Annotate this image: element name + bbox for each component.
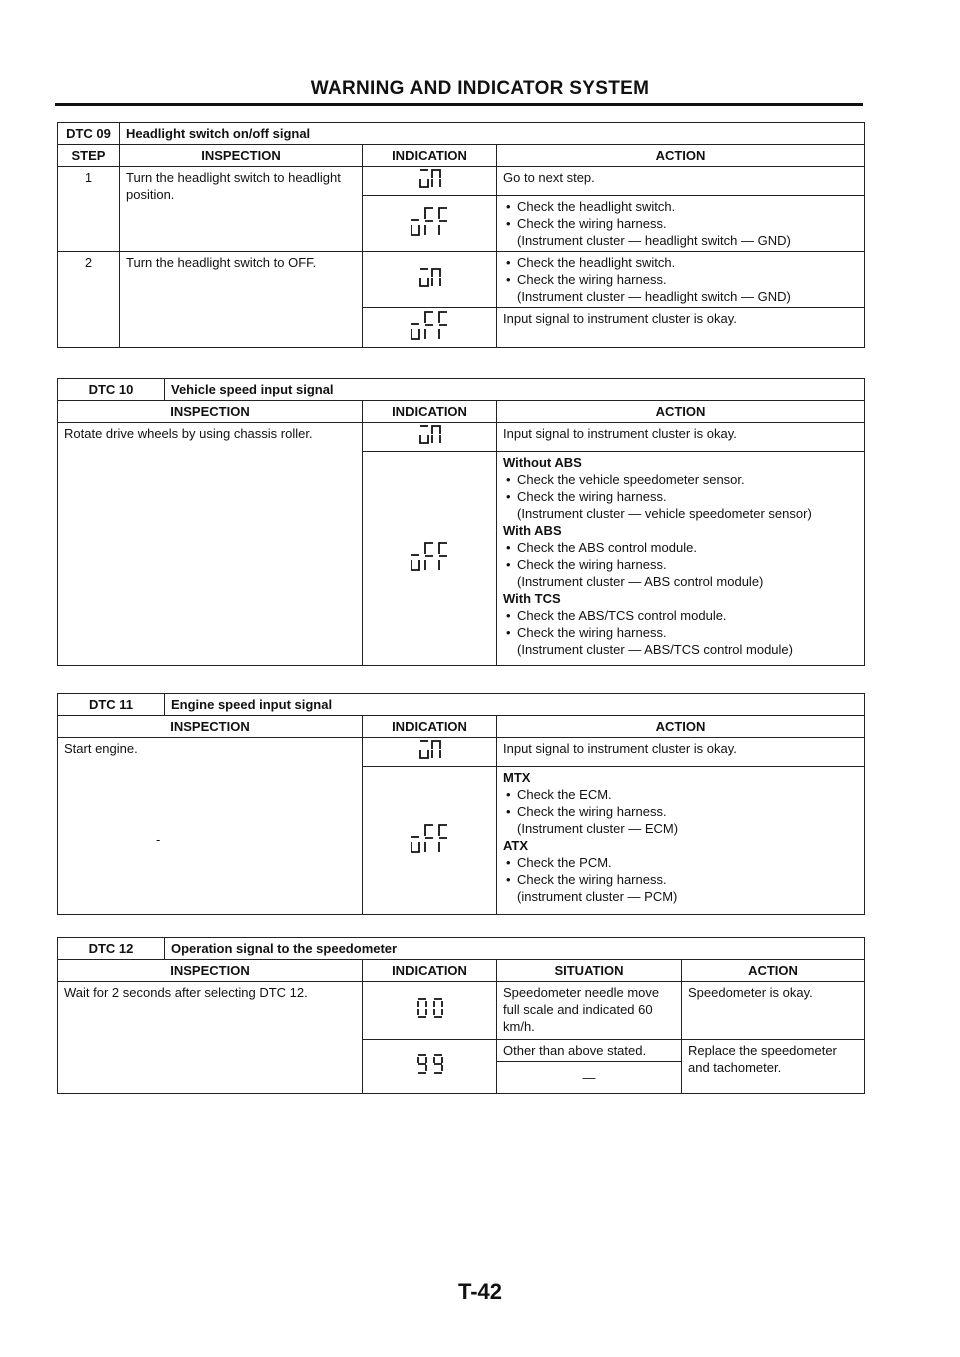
action-list (503, 310, 858, 327)
action-list (503, 740, 858, 757)
action-line: (Instrument cluster — ABS/TCS control module) (517, 642, 793, 657)
dtc10-title: Vehicle speed input signal (165, 379, 865, 401)
dtc11-header-indication: INDICATION (363, 716, 497, 738)
seven-segment-display-on-icon (418, 268, 442, 288)
action-line: • Check the wiring harness. (503, 624, 858, 641)
dtc09-step-2-action-off (497, 308, 865, 348)
action-line: • Check the wiring harness. (503, 556, 858, 573)
seven-segment-display-off-icon (411, 542, 449, 572)
dtc10-header-indication: INDICATION (363, 401, 497, 423)
dtc09-step-2: 2 (58, 252, 120, 348)
seven-segment-display-on-icon (418, 169, 442, 189)
action-line: • Check the wiring harness. (503, 488, 858, 505)
action-line: • Check the headlight switch. (503, 198, 858, 215)
dtc09-header-step: STEP (58, 145, 120, 167)
page-number: T-42 (457, 1279, 503, 1304)
display-off (363, 452, 497, 666)
display-on (363, 738, 497, 767)
dtc09-header-action: ACTION (497, 145, 865, 167)
action-line: ATX (503, 838, 529, 853)
action-line: • Check the vehicle speedometer sensor. (503, 471, 858, 488)
action-list (503, 254, 858, 305)
dtc12-action-1: Speedometer is okay. (682, 982, 865, 1040)
dtc12-action-2: Replace the speedometer and tachometer. (682, 1040, 865, 1094)
display-off (363, 196, 497, 252)
dtc09-step-2-inspection: Turn the headlight switch to OFF. (120, 252, 363, 348)
action-line: • Check the PCM. (503, 854, 858, 871)
dtc09-table (57, 122, 865, 348)
action-line: With ABS (503, 523, 562, 538)
action-line: Input signal to instrument cluster is okay. (503, 741, 737, 756)
dtc11-dash: - (156, 832, 161, 847)
dtc09-header-indication: INDICATION (363, 145, 497, 167)
seven-segment-display-off-icon (411, 824, 449, 854)
dtc11-action-on (497, 738, 865, 767)
dtc09-step-1: 1 (58, 167, 120, 252)
action-line: • Check the wiring harness. (503, 803, 858, 820)
action-line: • Check the wiring harness. (503, 871, 858, 888)
dtc11-header-action: ACTION (497, 716, 865, 738)
action-list (503, 198, 858, 249)
action-line: • Check the wiring harness. (503, 271, 858, 288)
action-line: • Check the headlight switch. (503, 254, 858, 271)
action-line: Go to next step. (503, 170, 595, 185)
dtc12-header-indication: INDICATION (363, 960, 497, 982)
dtc12-situation-1: Speedometer needle move full scale and indicated 60 km/h. (497, 982, 682, 1040)
display-off (363, 767, 497, 915)
dtc10-table (57, 378, 865, 666)
action-line: With TCS (503, 591, 561, 606)
page-title: WARNING AND INDICATOR SYSTEM (310, 78, 650, 99)
action-line: (Instrument cluster — ECM) (517, 821, 679, 836)
title-rule (55, 103, 863, 106)
display-on (363, 423, 497, 452)
dtc10-action-off (497, 452, 865, 666)
action-line: Input signal to instrument cluster is okay. (503, 426, 737, 441)
action-line: (Instrument cluster — headlight switch — GND) (517, 289, 791, 304)
dtc10-header-inspection: INSPECTION (58, 401, 363, 423)
seven-segment-00-icon (416, 998, 444, 1019)
seven-segment-display-on-icon (418, 425, 442, 445)
dtc12-situation-2: Other than above stated. (497, 1040, 682, 1062)
dtc12-code: DTC 12 (58, 938, 165, 960)
action-line: Without ABS (503, 455, 582, 470)
dtc12-situation-3: — (497, 1062, 682, 1094)
action-line: • Check the wiring harness. (503, 215, 858, 232)
dtc12-header-inspection: INSPECTION (58, 960, 363, 982)
dtc11-inspection-text: Start engine. (64, 741, 138, 756)
action-line: • Check the ABS control module. (503, 539, 858, 556)
action-line: (instrument cluster — PCM) (517, 889, 678, 904)
display-on (363, 167, 497, 196)
action-line: • Check the ECM. (503, 786, 858, 803)
action-line: MTX (503, 770, 531, 785)
dtc11-header-inspection: INSPECTION (58, 716, 363, 738)
dtc09-header-inspection: INSPECTION (120, 145, 363, 167)
dtc12-header-situation: SITUATION (497, 960, 682, 982)
action-line: (Instrument cluster — vehicle speedometer sensor) (517, 506, 812, 521)
dtc10-action-on (497, 423, 865, 452)
dtc09-step-1-action-on (497, 167, 865, 196)
dtc12-title: Operation signal to the speedometer (165, 938, 865, 960)
display-99 (363, 1040, 497, 1094)
dtc12-header-action: ACTION (682, 960, 865, 982)
action-list (503, 769, 858, 905)
dtc09-code: DTC 09 (58, 123, 120, 145)
dtc11-inspection (58, 738, 363, 915)
seven-segment-display-on-icon (418, 740, 442, 760)
display-00 (363, 982, 497, 1040)
seven-segment-display-off-icon (411, 311, 449, 341)
dtc10-inspection: Rotate drive wheels by using chassis roller. (58, 423, 363, 666)
dtc11-action-off (497, 767, 865, 915)
dtc09-step-2-action-on (497, 252, 865, 308)
action-line: (Instrument cluster — ABS control module) (517, 574, 764, 589)
dtc10-header-action: ACTION (497, 401, 865, 423)
action-line: (Instrument cluster — headlight switch — GND) (517, 233, 791, 248)
action-line: • Check the ABS/TCS control module. (503, 607, 858, 624)
dtc12-table (57, 937, 865, 1094)
seven-segment-display-off-icon (411, 207, 449, 237)
dtc12-inspection: Wait for 2 seconds after selecting DTC 12. (58, 982, 363, 1094)
dtc09-step-1-inspection: Turn the headlight switch to headlight position. (120, 167, 363, 252)
display-off (363, 308, 497, 348)
dtc11-title: Engine speed input signal (165, 694, 865, 716)
dtc11-code: DTC 11 (58, 694, 165, 716)
dtc11-table (57, 693, 865, 915)
action-list (503, 454, 858, 658)
dtc09-title: Headlight switch on/off signal (120, 123, 865, 145)
display-on (363, 252, 497, 308)
dtc10-code: DTC 10 (58, 379, 165, 401)
dtc09-step-1-action-off (497, 196, 865, 252)
seven-segment-99-icon (416, 1054, 444, 1075)
action-list (503, 169, 858, 186)
action-list (503, 425, 858, 442)
action-line: Input signal to instrument cluster is okay. (503, 311, 737, 326)
